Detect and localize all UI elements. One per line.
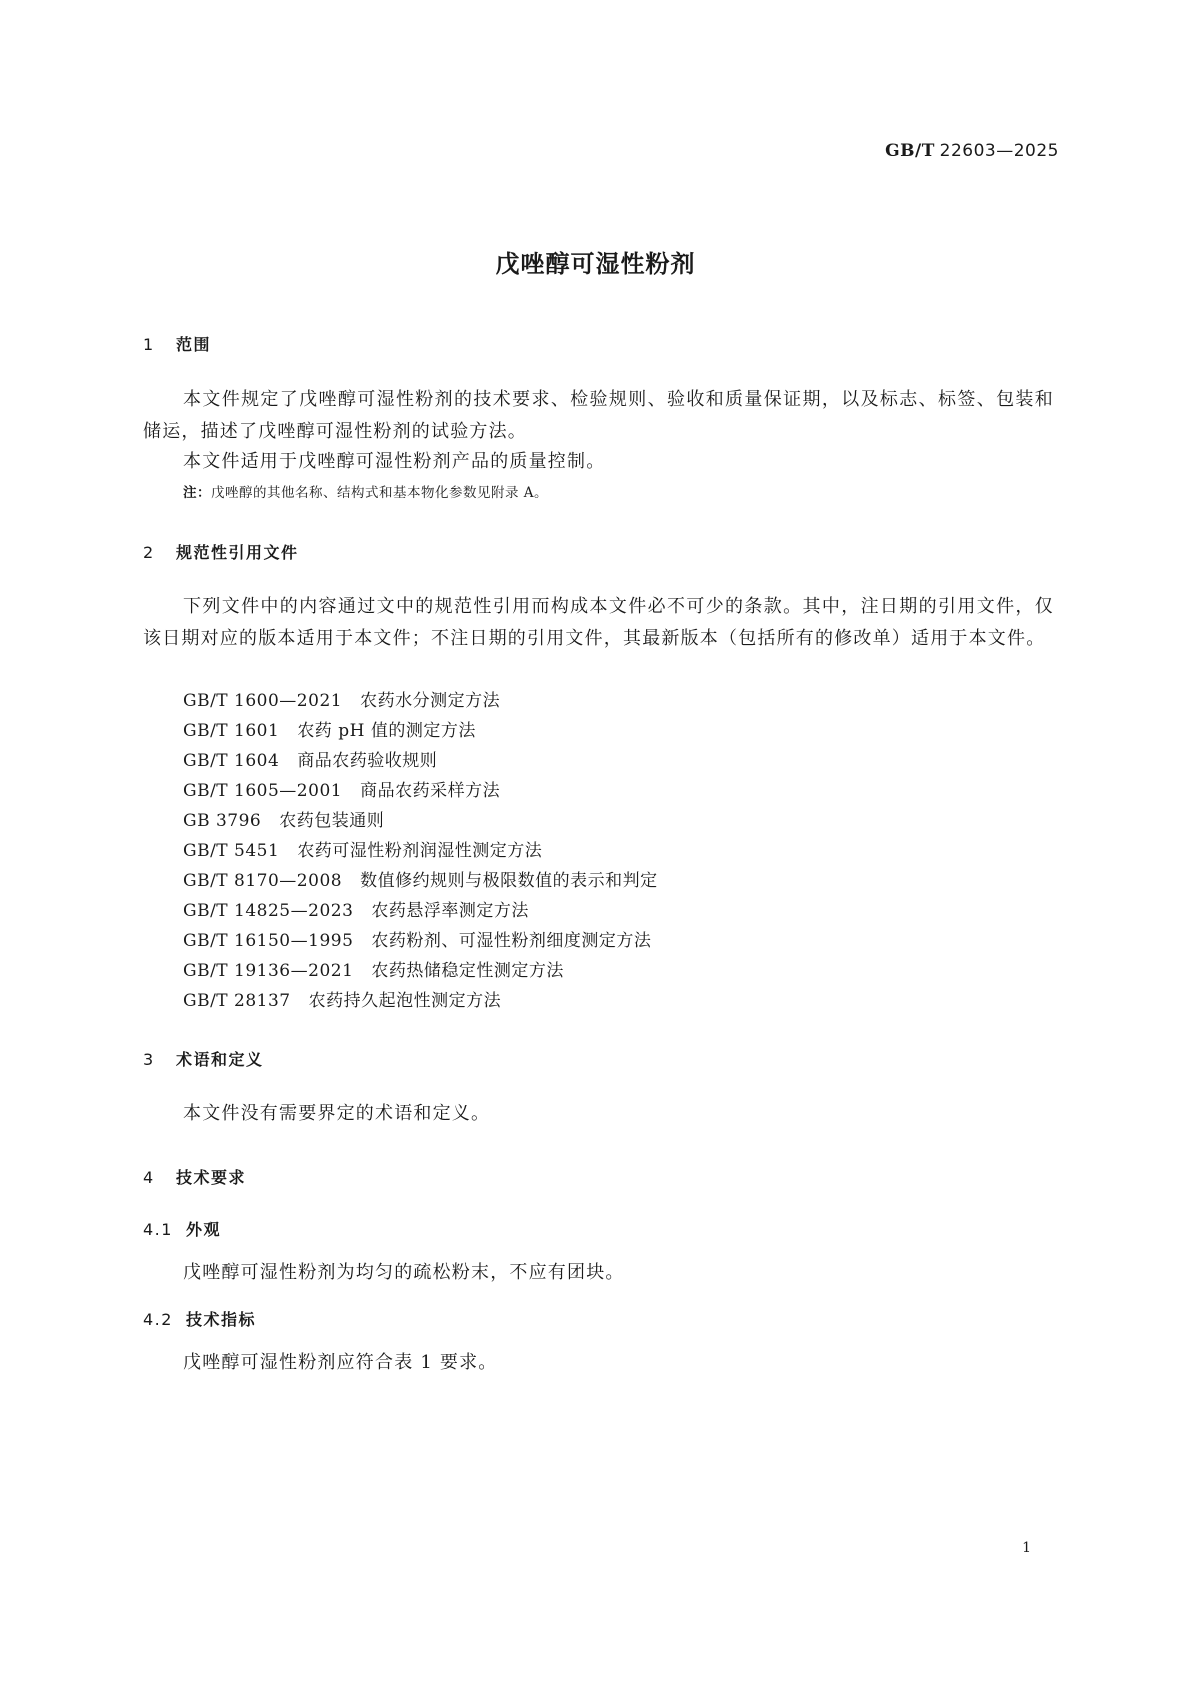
reference-code: GB/T 5451 bbox=[183, 841, 280, 861]
reference-item bbox=[183, 686, 500, 711]
section-4-1-paragraph: 戊唑醇可湿性粉剂为均匀的疏松粉末，不应有团块。 bbox=[183, 1262, 625, 1283]
document-title: 戊唑醇可湿性粉剂 bbox=[495, 250, 696, 278]
section-2-paragraph: 下列文件中的内容通过文中的规范性引用而构成本文件必不可少的条款。其中，注日期的引用文件，仅该日期对应的版本适用于本文件；不注日期的引用文件，其最新版本（包括所有的修改单）适用于本文件。 bbox=[143, 596, 1054, 649]
note-label: 注： bbox=[183, 485, 211, 501]
reference-title: 农药可湿性粉剂润湿性测定方法 bbox=[297, 841, 543, 861]
reference-code: GB/T 1605—2001 bbox=[183, 781, 343, 801]
section-number: 4.2 bbox=[143, 1310, 173, 1329]
reference-code: GB 3796 bbox=[183, 811, 262, 831]
section-1-heading bbox=[143, 332, 211, 355]
reference-title: 农药热储稳定性测定方法 bbox=[371, 961, 564, 981]
reference-item bbox=[183, 806, 384, 831]
reference-code: GB/T 19136—2021 bbox=[183, 961, 354, 981]
section-title: 术语和定义 bbox=[176, 1050, 264, 1069]
section-3-heading bbox=[143, 1047, 264, 1070]
reference-title: 农药水分测定方法 bbox=[360, 691, 501, 711]
reference-code: GB/T 28137 bbox=[183, 991, 291, 1011]
section-title: 技术指标 bbox=[186, 1310, 257, 1329]
section-title: 技术要求 bbox=[176, 1168, 247, 1187]
section-4-2-heading bbox=[143, 1307, 256, 1330]
section-1-note bbox=[183, 481, 548, 501]
reference-title: 农药 pH 值的测定方法 bbox=[297, 721, 476, 741]
section-title: 外观 bbox=[186, 1220, 222, 1239]
section-4-2-paragraph: 戊唑醇可湿性粉剂应符合表 1 要求。 bbox=[183, 1352, 498, 1373]
reference-item bbox=[183, 836, 542, 861]
section-1-paragraph-2: 本文件适用于戊唑醇可湿性粉剂产品的质量控制。 bbox=[183, 451, 606, 472]
reference-item bbox=[183, 956, 564, 981]
standard-code-prefix: GB/T bbox=[885, 141, 935, 161]
reference-item bbox=[183, 776, 500, 801]
reference-code: GB/T 16150—1995 bbox=[183, 931, 354, 951]
section-4-heading bbox=[143, 1165, 246, 1188]
standard-code-number: 22603—2025 bbox=[939, 141, 1059, 161]
reference-item bbox=[183, 926, 651, 951]
section-4-1-heading bbox=[143, 1217, 221, 1240]
section-number: 1 bbox=[143, 335, 155, 354]
standard-code bbox=[885, 141, 1059, 161]
reference-title: 农药包装通则 bbox=[279, 811, 385, 831]
reference-item bbox=[183, 986, 501, 1011]
reference-code: GB/T 1600—2021 bbox=[183, 691, 343, 711]
reference-title: 农药粉剂、可湿性粉剂细度测定方法 bbox=[371, 931, 652, 951]
reference-item bbox=[183, 716, 476, 741]
reference-code: GB/T 1601 bbox=[183, 721, 280, 741]
section-number: 4.1 bbox=[143, 1220, 173, 1239]
section-number: 3 bbox=[143, 1050, 155, 1069]
section-number: 2 bbox=[143, 543, 155, 562]
reference-title: 商品农药验收规则 bbox=[297, 751, 438, 771]
reference-title: 农药持久起泡性测定方法 bbox=[308, 991, 502, 1011]
page-number: 1 bbox=[1022, 1540, 1031, 1556]
section-2-heading bbox=[143, 540, 299, 563]
section-title: 规范性引用文件 bbox=[176, 543, 299, 562]
reference-item bbox=[183, 746, 437, 771]
reference-code: GB/T 1604 bbox=[183, 751, 280, 771]
reference-code: GB/T 14825—2023 bbox=[183, 901, 354, 921]
reference-item bbox=[183, 866, 658, 891]
section-3-paragraph: 本文件没有需要界定的术语和定义。 bbox=[183, 1103, 491, 1124]
reference-title: 商品农药采样方法 bbox=[360, 781, 501, 801]
reference-code: GB/T 8170—2008 bbox=[183, 871, 343, 891]
section-title: 范围 bbox=[176, 335, 212, 354]
section-number: 4 bbox=[143, 1168, 155, 1187]
reference-title: 数值修约规则与极限数值的表示和判定 bbox=[360, 871, 658, 891]
note-text: 戊唑醇的其他名称、结构式和基本物化参数见附录 A。 bbox=[211, 485, 549, 501]
reference-item bbox=[183, 896, 529, 921]
section-1-paragraph-1: 本文件规定了戊唑醇可湿性粉剂的技术要求、检验规则、验收和质量保证期，以及标志、标签、包装和储运，描述了戊唑醇可湿性粉剂的试验方法。 bbox=[143, 389, 1054, 442]
reference-title: 农药悬浮率测定方法 bbox=[371, 901, 529, 921]
